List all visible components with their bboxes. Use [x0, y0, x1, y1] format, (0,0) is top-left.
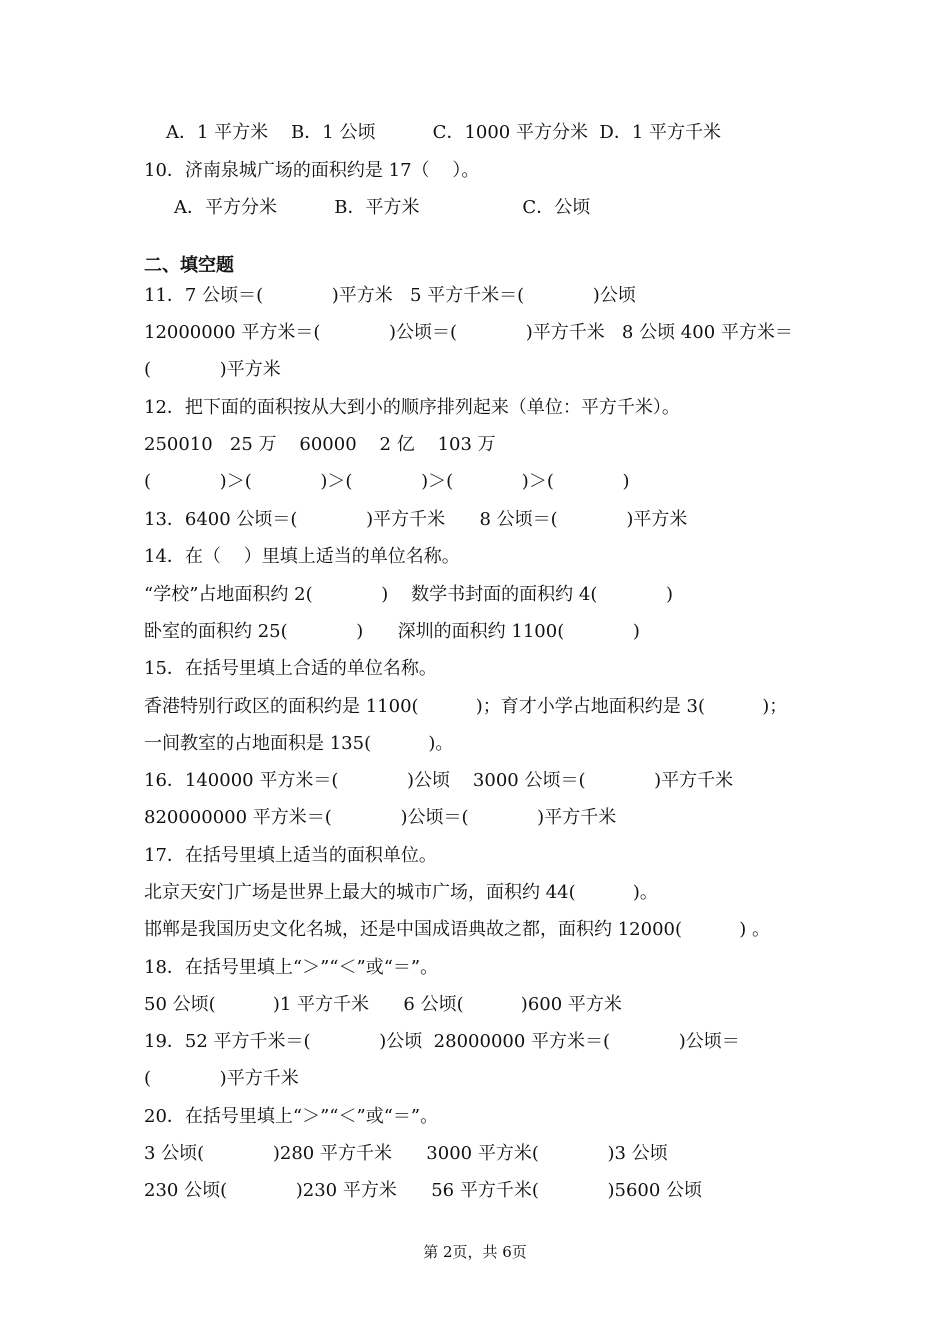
q12-answer: ( )＞( )＞( )＞( )＞( ): [144, 471, 630, 492]
q14-line2: 卧室的面积约 25( ) 深圳的面积约 1100( ): [144, 621, 640, 642]
q17-line1: 北京天安门广场是世界上最大的城市广场，面积约 44( )。: [144, 882, 658, 903]
q20-stem: 20．在括号里填上“＞”“＜”或“＝”。: [144, 1106, 439, 1127]
q16-line1: 16．140000 平方米＝( )公顷 3000 公顷＝( )平方千米: [144, 770, 734, 791]
section-title-fill-in: 二、填空题: [144, 255, 234, 276]
page-footer: 第 2页，共 6页: [423, 1243, 527, 1261]
q15-line1: 香港特别行政区的面积约是 1100( )；育才小学占地面积约是 3( )；: [144, 696, 788, 717]
q10-stem: 10．济南泉城广场的面积约是 17（ ）。: [144, 160, 480, 181]
q15-stem: 15．在括号里填上合适的单位名称。: [144, 658, 437, 679]
q11-line1: 11．7 公顷＝( )平方米 5 平方千米＝( )公顷: [144, 285, 636, 306]
q18-stem: 18．在括号里填上“＞”“＜”或“＝”。: [144, 957, 439, 978]
q20-line1: 3 公顷( )280 平方千米 3000 平方米( )3 公顷: [144, 1143, 668, 1164]
q12-stem: 12．把下面的面积按从大到小的顺序排列起来（单位：平方千米）。: [144, 397, 680, 418]
q11-line3: ( )平方米: [144, 359, 281, 380]
q16-line2: 820000000 平方米＝( )公顷＝( )平方千米: [144, 807, 617, 828]
q9-options: A．1 平方米 B．1 公顷 C．1000 平方分米 D．1 平方千米: [166, 122, 722, 143]
q18-line1: 50 公顷( )1 平方千米 6 公顷( )600 平方米: [144, 994, 622, 1015]
q19-line1: 19．52 平方千米＝( )公顷 28000000 平方米＝( )公顷＝: [144, 1031, 740, 1052]
q13: 13．6400 公顷＝( )平方千米 8 公顷＝( )平方米: [144, 509, 688, 530]
q17-stem: 17．在括号里填上适当的面积单位。: [144, 845, 437, 866]
q15-line2: 一间教室的占地面积是 135( )。: [144, 733, 454, 754]
q19-line2: ( )平方千米: [144, 1068, 299, 1089]
q12-values: 250010 25 万 60000 2 亿 103 万: [144, 434, 496, 455]
q10-options: A．平方分米 B．平方米 C．公顷: [174, 197, 591, 218]
q14-line1: “学校”占地面积约 2( ) 数学书封面的面积约 4( ): [144, 584, 674, 605]
q20-line2: 230 公顷( )230 平方米 56 平方千米( )5600 公顷: [144, 1180, 703, 1201]
q17-line2: 邯郸是我国历史文化名城，还是中国成语典故之都，面积约 12000( ) 。: [144, 919, 770, 940]
q11-line2: 12000000 平方米＝( )公顷＝( )平方千米 8 公顷 400 平方米＝: [144, 322, 793, 343]
q14-stem: 14．在（ ）里填上适当的单位名称。: [144, 546, 460, 567]
